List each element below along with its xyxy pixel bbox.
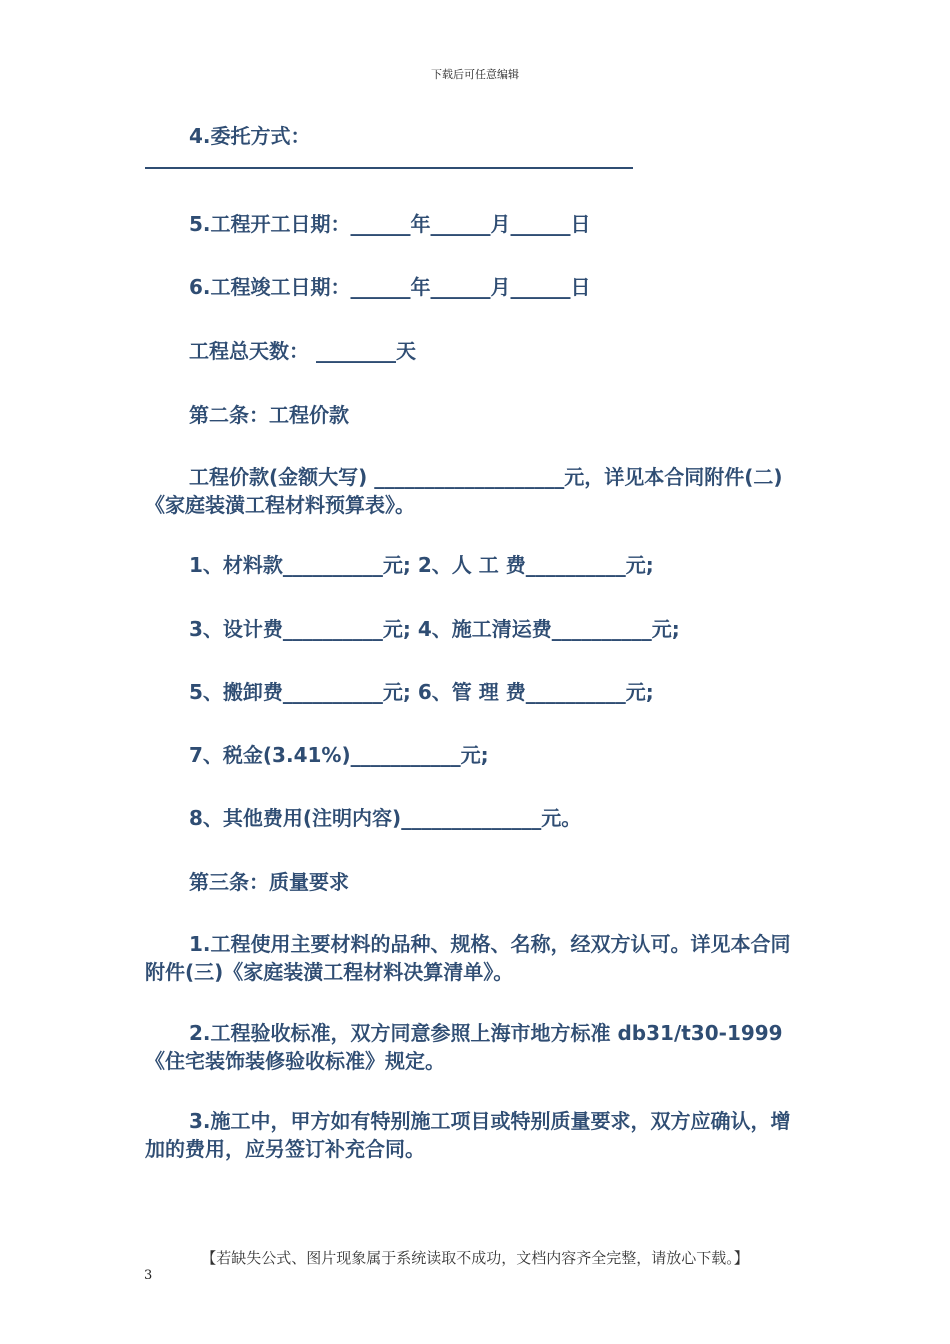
fee-line-2: 3、设计费__________元; 4、施工清运费__________元;: [189, 617, 680, 641]
fee-line-1: 1、材料款__________元; 2、人 工 费__________元;: [189, 553, 654, 577]
project-price-paragraph: 工程价款(金额大写) ___________________元，详见本合同附件(二)《家庭装潢工程材料预算表》。: [145, 465, 783, 517]
item-5-start-date: 5.工程开工日期：______年______月______日: [189, 212, 591, 236]
article-2-title: 第二条：工程价款: [189, 403, 349, 427]
quality-item-2: 2.工程验收标准，双方同意参照上海市地方标准 db31/t30-1999《住宅装饰装修验收标准》规定。: [145, 1021, 783, 1073]
page-number: 3: [144, 1268, 153, 1283]
page-header: 下载后可任意编辑: [431, 68, 519, 81]
item-4-entrust-method: 4.委托方式：: [189, 124, 311, 148]
fill-in-blank-line: [145, 167, 633, 169]
total-days: 工程总天数： ________天: [189, 339, 416, 363]
item-6-completion-date: 6.工程竣工日期：______年______月______日: [189, 275, 591, 299]
quality-item-3: 3.施工中，甲方如有特别施工项目或特别质量要求，双方应确认，增加的费用，应另签订补充合同。: [145, 1109, 791, 1161]
quality-item-1: 1.工程使用主要材料的品种、规格、名称，经双方认可。详见本合同附件(三)《家庭装潢工程材料决算清单》。: [145, 932, 791, 984]
fee-line-4: 7、税金(3.41%)___________元;: [189, 743, 489, 767]
fee-line-3: 5、搬卸费__________元; 6、管 理 费__________元;: [189, 680, 654, 704]
article-3-title: 第三条：质量要求: [189, 870, 349, 894]
footer-note: 【若缺失公式、图片现象属于系统读取不成功，文档内容齐全完整，请放心下载。】: [201, 1249, 749, 1267]
fee-line-5: 8、其他费用(注明内容)______________元。: [189, 806, 582, 830]
